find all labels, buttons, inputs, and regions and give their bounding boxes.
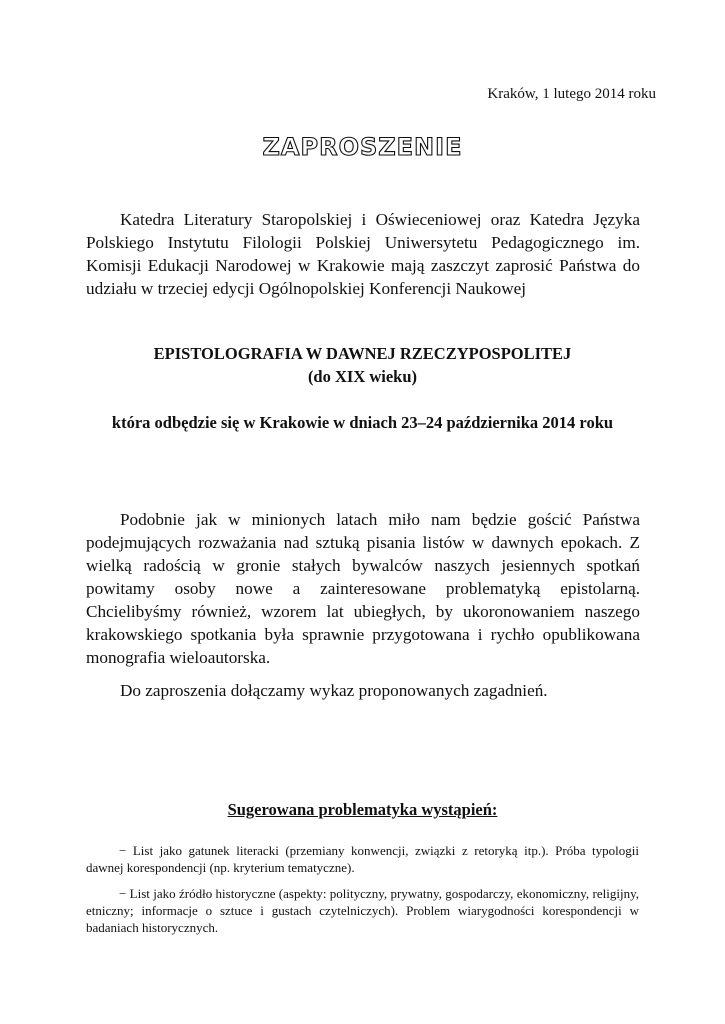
topics-heading: Sugerowana problematyka wystąpień: bbox=[227, 800, 498, 819]
intro-paragraph: Katedra Literatury Staropolskiej i Oświeceniowej oraz Katedra Języka Polskiego Instytutu Filologii Polskiej Uniwersytetu Pedagogicznego im. Komisji Edukacji Narodowej w Krakowie mają zaszczyt zaprosić Państwa do udziału w trzeciej edycji Ogólnopolskiej Konferencji Naukowej bbox=[86, 210, 640, 298]
conference-name: EPISTOLOGRAFIA W DAWNEJ RZECZYPOSPOLITEJ bbox=[153, 344, 572, 363]
topic-item: − List jako gatunek literacki (przemiany konwencji, związki z retoryką itp.). Próba typologii dawnej korespondencji (np. kryterium tematyczne). bbox=[86, 843, 639, 875]
place-date: Kraków, 1 lutego 2014 roku bbox=[487, 86, 656, 102]
conference-dates: która odbędzie się w Krakowie w dniach 23–24 października 2014 roku bbox=[111, 413, 614, 432]
conference-period: (do XIX wieku) bbox=[307, 367, 418, 386]
page-title: ZAPROSZENIE bbox=[262, 133, 463, 161]
attachment-note: Do zaproszenia dołączamy wykaz proponowanych zagadnień. bbox=[120, 681, 548, 700]
topic-item: − List jako źródło historyczne (aspekty: polityczny, prywatny, gospodarczy, ekonomiczny, religijny, etniczny; informacje o sztuce i gustach czytelniczych). Problem wiarygodności korespondencji w badaniach historycznych. bbox=[86, 886, 639, 935]
body-paragraph: Podobnie jak w minionych latach miło nam będzie gościć Państwa podejmujących rozważania nad sztuką pisania listów w dawnych epokach. Z wielką radością w gronie stałych bywalców naszych jesiennych spotkań powitamy osoby nowe a zainteresowane problematyką epistolarną. Chcielibyśmy również, wzorem lat ubiegłych, by ukoronowaniem naszego krakowskiego spotkania była sprawnie przygotowana i rychło opublikowana monografia wieloautorska. bbox=[86, 510, 640, 667]
